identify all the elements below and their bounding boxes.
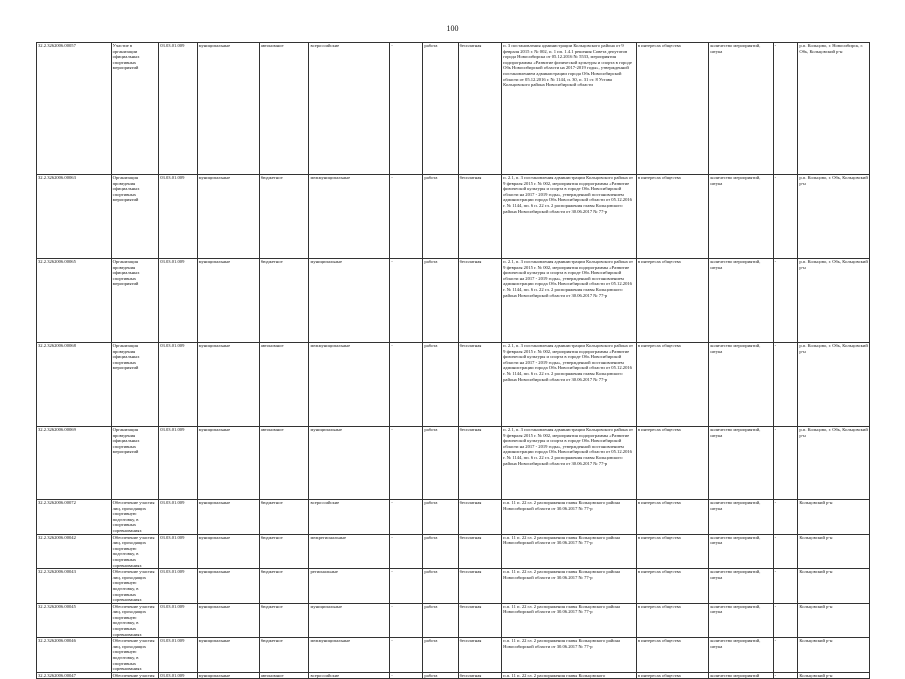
work-name-cell: Организация проведения официальных спортивных мероприятий bbox=[111, 427, 159, 500]
empty-cell: - bbox=[390, 43, 423, 175]
institution-type-cell: автономное bbox=[259, 43, 309, 175]
location-cell: Кольцовский р-н bbox=[798, 569, 870, 604]
registry-code-cell: 32.2.3262006.00063 bbox=[37, 175, 112, 259]
measure-cell: количество мероприятий, штука bbox=[709, 259, 773, 343]
fee-cell: бесплатная bbox=[458, 638, 502, 673]
legal-basis-cell: п. 2.1, п. 3 постановления администрации Кольцовского района от 9 февраля 2015 г. № 002, мероприятия подпрограммы «Развитие физической культуры и спорта в городе Обь Новосибирской области на 2017 - 2019 годы», утвержденной постановлением администрации города Обь Новосибирской области от 05.12.2016 г. № 1144, пп. 6 п. 22 гл. 2 распоряжения главы Кольцовского района Новосибирской области от 30.06.2017 № 77-р bbox=[502, 343, 637, 427]
empty-cell: - bbox=[390, 175, 423, 259]
event-scale-cell: межмуниципальные bbox=[309, 175, 390, 259]
classifier-code-cell: 03.03.01.009 bbox=[159, 427, 197, 500]
table-row bbox=[37, 603, 870, 638]
interest-cell: в интересах общества bbox=[636, 427, 709, 500]
extra-cell: - bbox=[773, 638, 798, 673]
classifier-code-cell: 03.03.01.009 bbox=[159, 638, 197, 673]
work-name-cell: Обеспечение участия лиц, проходящих спортивную подготовку, в спортивных соревнованиях bbox=[111, 638, 159, 673]
table-row bbox=[37, 534, 870, 569]
registry-code-cell: 32.2.3262006.00069 bbox=[37, 427, 112, 500]
measure-cell: количество мероприятий, штука bbox=[709, 534, 773, 569]
location-cell: Кольцовский р-н bbox=[798, 603, 870, 638]
interest-cell: в интересах общества bbox=[636, 500, 709, 535]
level-cell: муниципальные bbox=[197, 638, 259, 673]
extra-cell: - bbox=[773, 43, 798, 175]
service-kind-cell: работа bbox=[423, 638, 458, 673]
level-cell: муниципальные bbox=[197, 672, 259, 679]
measure-cell: количество мероприятий, штука bbox=[709, 175, 773, 259]
registry-code-cell: 32.2.3262006.00057 bbox=[37, 43, 112, 175]
table-row bbox=[37, 427, 870, 500]
classifier-code-cell: 03.03.01.009 bbox=[159, 603, 197, 638]
fee-cell: бесплатная bbox=[458, 43, 502, 175]
classifier-code-cell: 03.03.01.009 bbox=[159, 259, 197, 343]
fee-cell: бесплатная bbox=[458, 569, 502, 604]
registry-code-cell: 32.2.3262006.00045 bbox=[37, 603, 112, 638]
fee-cell: бесплатная bbox=[458, 427, 502, 500]
work-name-cell: Организация проведения официальных спортивных мероприятий bbox=[111, 175, 159, 259]
fee-cell: бесплатная bbox=[458, 603, 502, 638]
event-scale-cell: муниципальные bbox=[309, 427, 390, 500]
level-cell: муниципальные bbox=[197, 603, 259, 638]
location-cell: Кольцовский р-н bbox=[798, 500, 870, 535]
event-scale-cell: всероссийские bbox=[309, 672, 390, 679]
classifier-code-cell: 03.03.01.009 bbox=[159, 534, 197, 569]
event-scale-cell: муниципальные bbox=[309, 259, 390, 343]
fee-cell: бесплатная bbox=[458, 343, 502, 427]
table-row bbox=[37, 638, 870, 673]
empty-cell: - bbox=[390, 427, 423, 500]
work-name-cell: Обеспечение участия bbox=[111, 672, 159, 679]
measure-cell: количество мероприятий, штука bbox=[709, 500, 773, 535]
registry-code-cell: 32.2.3262006.00043 bbox=[37, 569, 112, 604]
work-name-cell: Обеспечение участия лиц, проходящих спортивную подготовку, в спортивных соревнованиях bbox=[111, 569, 159, 604]
measure-cell: количество мероприятий, штука bbox=[709, 427, 773, 500]
work-name-cell: Участие в организации официальных спортивных мероприятий bbox=[111, 43, 159, 175]
event-scale-cell: всероссийские bbox=[309, 43, 390, 175]
legal-basis-cell: п.п. 11 п. 22 гл. 2 распоряжения главы Кольцовского района Новосибирской области от 30.06.2017 № 77-р bbox=[502, 534, 637, 569]
service-kind-cell: работа bbox=[423, 427, 458, 500]
institution-type-cell: бюджетное bbox=[259, 175, 309, 259]
level-cell: муниципальные bbox=[197, 175, 259, 259]
interest-cell: в интересах общества bbox=[636, 175, 709, 259]
empty-cell: - bbox=[390, 569, 423, 604]
interest-cell: в интересах общества bbox=[636, 569, 709, 604]
empty-cell: - bbox=[390, 603, 423, 638]
location-cell: р.п. Кольцово, г. Обь, Кольцовский р-н bbox=[798, 259, 870, 343]
interest-cell: в интересах общества bbox=[636, 672, 709, 679]
fee-cell: бесплатная bbox=[458, 500, 502, 535]
legal-basis-cell: п. 2.1, п. 3 постановления администрации Кольцовского района от 9 февраля 2015 г. № 002, мероприятия подпрограммы «Развитие физической культуры и спорта в городе Обь Новосибирской области на 2017 - 2019 годы», утвержденной постановлением администрации города Обь Новосибирской области от 05.12.2016 г. № 1144, пп. 6 п. 22 гл. 2 распоряжения главы Кольцовского района Новосибирской области от 30.06.2017 № 77-р bbox=[502, 427, 637, 500]
location-cell: Кольцовский р-н bbox=[798, 534, 870, 569]
level-cell: муниципальные bbox=[197, 569, 259, 604]
empty-cell: - bbox=[390, 672, 423, 679]
work-name-cell: Обеспечение участия лиц, проходящих спортивную подготовку, в спортивных соревнованиях bbox=[111, 500, 159, 535]
classifier-code-cell: 03.03.01.009 bbox=[159, 569, 197, 604]
extra-cell: - bbox=[773, 175, 798, 259]
empty-cell: - bbox=[390, 534, 423, 569]
legal-basis-cell: п. 2.1, п. 3 постановления администрации Кольцовского района от 9 февраля 2015 г. № 002, мероприятия подпрограммы «Развитие физической культуры и спорта в городе Обь Новосибирской области на 2017 - 2019 годы», утвержденной постановлением администрации города Обь Новосибирской области от 05.12.2016 г. № 1144, пп. 6 п. 22 гл. 2 распоряжения главы Кольцовского района Новосибирской области от 30.06.2017 № 77-р bbox=[502, 175, 637, 259]
service-kind-cell: работа bbox=[423, 175, 458, 259]
measure-cell: количество мероприятий, штука bbox=[709, 603, 773, 638]
table-row bbox=[37, 672, 870, 679]
fee-cell: бесплатная bbox=[458, 175, 502, 259]
registry-code-cell: 32.2.3262006.00042 bbox=[37, 534, 112, 569]
extra-cell: - bbox=[773, 259, 798, 343]
event-scale-cell: муниципальные bbox=[309, 603, 390, 638]
registry-code-cell: 32.2.3262006.00046 bbox=[37, 638, 112, 673]
service-kind-cell: работа bbox=[423, 569, 458, 604]
event-scale-cell: региональные bbox=[309, 569, 390, 604]
classifier-code-cell: 03.03.01.009 bbox=[159, 175, 197, 259]
event-scale-cell: всероссийские bbox=[309, 500, 390, 535]
extra-cell: - bbox=[773, 603, 798, 638]
table-row bbox=[37, 175, 870, 259]
service-kind-cell: работа bbox=[423, 672, 458, 679]
extra-cell: - bbox=[773, 343, 798, 427]
empty-cell: - bbox=[390, 343, 423, 427]
service-kind-cell: работа bbox=[423, 500, 458, 535]
table-row bbox=[37, 500, 870, 535]
table-row bbox=[37, 343, 870, 427]
institution-type-cell: бюджетное bbox=[259, 534, 309, 569]
institution-type-cell: бюджетное bbox=[259, 569, 309, 604]
measure-cell: количество мероприятий, штука bbox=[709, 638, 773, 673]
table-row bbox=[37, 43, 870, 175]
classifier-code-cell: 03.03.01.009 bbox=[159, 343, 197, 427]
institution-type-cell: бюджетное bbox=[259, 259, 309, 343]
interest-cell: в интересах общества bbox=[636, 638, 709, 673]
fee-cell: бесплатная bbox=[458, 672, 502, 679]
location-cell: р.п. Кольцово, г. Обь, Кольцовский р-н bbox=[798, 175, 870, 259]
registry-code-cell: 32.2.3262006.00072 bbox=[37, 500, 112, 535]
service-kind-cell: работа bbox=[423, 259, 458, 343]
measure-cell: количество мероприятий, штука bbox=[709, 569, 773, 604]
fee-cell: бесплатная bbox=[458, 534, 502, 569]
level-cell: муниципальные bbox=[197, 500, 259, 535]
institution-type-cell: автономное bbox=[259, 427, 309, 500]
table-row bbox=[37, 259, 870, 343]
legal-basis-cell: п.п. 11 п. 22 гл. 2 распоряжения главы Кольцовского bbox=[502, 672, 637, 679]
service-kind-cell: работа bbox=[423, 343, 458, 427]
level-cell: муниципальные bbox=[197, 427, 259, 500]
extra-cell: - bbox=[773, 534, 798, 569]
institution-type-cell: бюджетное bbox=[259, 603, 309, 638]
legal-basis-cell: п. 3 постановления администрации Кольцовского района от 9 февраля 2015 г. № 002, п. 1 пп. 1.4.1 решения Совета депутатов города Новосибирска от 05.12.2016 № 5533, мероприятия подпрограммы «Развитие физической культуры и спорта в городе Обь Новосибирской области на 2017-2019 годы», утвержденной постановлением администрации города Обь Новосибирской области от 05.12.2016 г. № 1144, п. 30, п. 31 ст. 8 Устава Кольцовского района Новосибирской области bbox=[502, 43, 637, 175]
level-cell: муниципальные bbox=[197, 259, 259, 343]
table-row bbox=[37, 569, 870, 604]
empty-cell: - bbox=[390, 638, 423, 673]
empty-cell: - bbox=[390, 500, 423, 535]
event-scale-cell: межмуниципальные bbox=[309, 638, 390, 673]
classifier-code-cell: 03.03.01.009 bbox=[159, 500, 197, 535]
legal-basis-cell: п. 2.1, п. 3 постановления администрации Кольцовского района от 9 февраля 2015 г. № 002, мероприятия подпрограммы «Развитие физической культуры и спорта в городе Обь Новосибирской области на 2017 - 2019 годы», утвержденной постановлением администрации города Обь Новосибирской области от 05.12.2016 г. № 1144, пп. 6 п. 22 гл. 2 распоряжения главы Кольцовского района Новосибирской области от 30.06.2017 № 77-р bbox=[502, 259, 637, 343]
measure-cell: количество мероприятий, штука bbox=[709, 43, 773, 175]
legal-basis-cell: п.п. 11 п. 22 гл. 2 распоряжения главы Кольцовского района Новосибирской области от 30.06.2017 № 77-р bbox=[502, 603, 637, 638]
work-name-cell: Организация проведения официальных спортивных мероприятий bbox=[111, 343, 159, 427]
event-scale-cell: межмуниципальные bbox=[309, 343, 390, 427]
work-name-cell: Организация проведения официальных спортивных мероприятий bbox=[111, 259, 159, 343]
interest-cell: в интересах общества bbox=[636, 343, 709, 427]
location-cell: Кольцовский р-н bbox=[798, 672, 870, 679]
extra-cell: - bbox=[773, 569, 798, 604]
classifier-code-cell: 03.03.01.009 bbox=[159, 672, 197, 679]
interest-cell: в интересах общества bbox=[636, 534, 709, 569]
work-name-cell: Обеспечение участия лиц, проходящих спортивную подготовку, в спортивных соревнованиях bbox=[111, 534, 159, 569]
institution-type-cell: автономное bbox=[259, 343, 309, 427]
registry-rows bbox=[37, 43, 870, 679]
level-cell: муниципальные bbox=[197, 43, 259, 175]
fee-cell: бесплатная bbox=[458, 259, 502, 343]
institution-type-cell: автономное bbox=[259, 672, 309, 679]
empty-cell: - bbox=[390, 259, 423, 343]
extra-cell: - bbox=[773, 427, 798, 500]
interest-cell: в интересах общества bbox=[636, 259, 709, 343]
registry-table bbox=[36, 42, 870, 679]
location-cell: Кольцовский р-н bbox=[798, 638, 870, 673]
service-kind-cell: работа bbox=[423, 603, 458, 638]
registry-code-cell: 32.2.3262006.00068 bbox=[37, 343, 112, 427]
measure-cell: количество мероприятий, штука bbox=[709, 343, 773, 427]
level-cell: муниципальные bbox=[197, 343, 259, 427]
service-kind-cell: работа bbox=[423, 534, 458, 569]
location-cell: р.п. Кольцово, г. Новосибирск, г. Обь, Кольцовский р-н bbox=[798, 43, 870, 175]
classifier-code-cell: 03.03.01.009 bbox=[159, 43, 197, 175]
page-number: 100 bbox=[446, 24, 459, 33]
institution-type-cell: бюджетное bbox=[259, 500, 309, 535]
registry-code-cell: 32.2.3262006.00065 bbox=[37, 259, 112, 343]
registry-code-cell: 32.2.3262006.00047 bbox=[37, 672, 112, 679]
legal-basis-cell: п.п. 11 п. 22 гл. 2 распоряжения главы Кольцовского района Новосибирской области от 30.06.2017 № 77-р bbox=[502, 500, 637, 535]
extra-cell: - bbox=[773, 500, 798, 535]
interest-cell: в интересах общества bbox=[636, 603, 709, 638]
level-cell: муниципальные bbox=[197, 534, 259, 569]
measure-cell: количество мероприятий bbox=[709, 672, 773, 679]
service-kind-cell: работа bbox=[423, 43, 458, 175]
extra-cell: - bbox=[773, 672, 798, 679]
work-name-cell: Обеспечение участия лиц, проходящих спортивную подготовку, в спортивных соревнованиях bbox=[111, 603, 159, 638]
institution-type-cell: бюджетное bbox=[259, 638, 309, 673]
event-scale-cell: межрегиональные bbox=[309, 534, 390, 569]
interest-cell: в интересах общества bbox=[636, 43, 709, 175]
location-cell: р.п. Кольцово, г. Обь, Кольцовский р-н bbox=[798, 343, 870, 427]
legal-basis-cell: п.п. 11 п. 22 гл. 2 распоряжения главы Кольцовского района Новосибирской области от 30.06.2017 № 77-р bbox=[502, 638, 637, 673]
legal-basis-cell: п.п. 11 п. 22 гл. 2 распоряжения главы Кольцовского района Новосибирской области от 30.06.2017 № 77-р bbox=[502, 569, 637, 604]
location-cell: р.п. Кольцово, г. Обь, Кольцовский р-н bbox=[798, 427, 870, 500]
